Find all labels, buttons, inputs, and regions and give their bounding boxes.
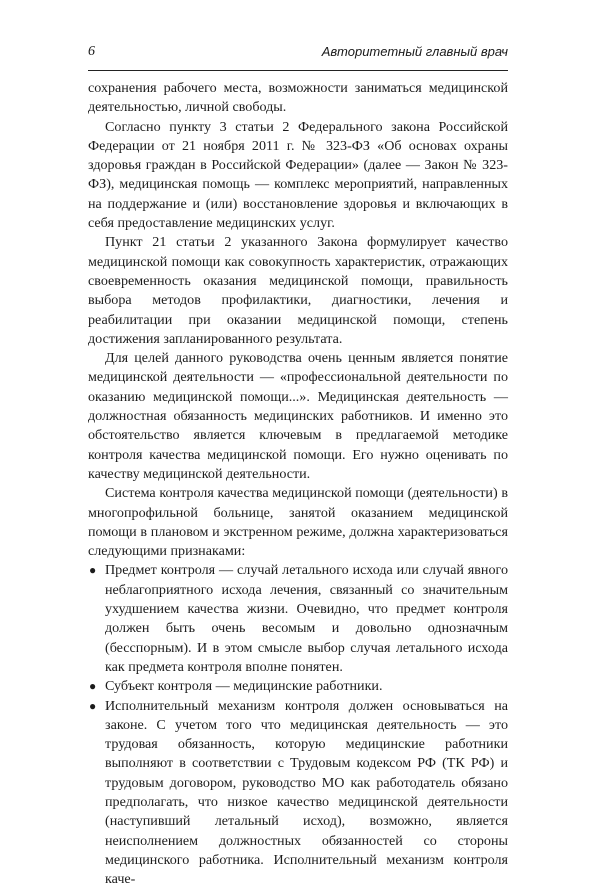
page-number: 6 (88, 44, 95, 60)
paragraph: Система контроля качества медицинской помощи (деятельности) в многопрофильной больнице, занятой оказанием медицинской помощи в плановом и экстренном режиме, должна характеризоваться следующими признаками: (88, 484, 508, 561)
body-text (88, 79, 508, 889)
bullet-list (88, 561, 508, 889)
page-header (88, 44, 508, 68)
list-item (88, 561, 508, 677)
list-item-text: Субъект контроля — медицинские работники. (105, 678, 382, 694)
bullet-icon: ● (89, 561, 96, 580)
paragraph: сохранения рабочего места, возможности заниматься медицинской деятельностью, личной свободы. (88, 79, 508, 118)
bullet-icon: ● (89, 697, 96, 716)
paragraph: Для целей данного руководства очень ценным является понятие медицинской деятельности — «профессиональной деятельности по оказанию медицинской помощи...». Медицинская деятельность — должностная обязанность медицинских работников. И именно это обстоятельство является ключевым в предлагаемой методике контроля качества медицинской помощи. Его нужно оценивать по качеству медицинской деятельности. (88, 349, 508, 484)
bullet-icon: ● (89, 677, 96, 696)
paragraph: Согласно пункту 3 статьи 2 Федерального закона Российской Федерации от 21 ноября 2011 г. № 323-ФЗ «Об основах охраны здоровья граждан в Российской Федерации» (далее — Закон № 323-ФЗ), медицинская помощь — комплекс мероприятий, направленных на поддержание и (или) восстановление здоровья и включающих в себя предоставление медицинских услуг. (88, 118, 508, 234)
list-item (88, 677, 508, 696)
paragraph: Пункт 21 статьи 2 указанного Закона формулирует качество медицинской помощи как совокупность характеристик, отражающих своевременность оказания медицинской помощи, правильность выбора методов профилактики, диагностики, лечения и реабилитации при оказании медицинской помощи, степень достижения запланированного результата. (88, 233, 508, 349)
running-title: Авторитетный главный врач (322, 44, 508, 59)
header-rule (88, 70, 508, 71)
list-item-text: Исполнительный механизм контроля должен основываться на законе. С учетом того что медицинская деятельность — это трудовая обязанность, которую медицинские работники выполняют в соответствии с Трудовым кодексом РФ (ТК РФ) и трудовым договором, руководство МО как работодатель обязано предполагать, что низкое качество медицинской деятельности (наступивший летальный исход), возможно, является неисполнением должностных обязанностей со стороны медицинского работника. Исполнительный механизм контроля каче- (105, 698, 508, 888)
list-item (88, 697, 508, 889)
list-item-text: Предмет контроля — случай летального исхода или случай явного неблагоприятного исхода лечения, связанный со значительным ухудшением качества жизни. Очевидно, что предмет контроля должен быть очень весомым и довольно однозначным (бесспорным). И в этом смысле выбор случая летального исхода как предмета контроля вполне понятен. (105, 562, 508, 674)
